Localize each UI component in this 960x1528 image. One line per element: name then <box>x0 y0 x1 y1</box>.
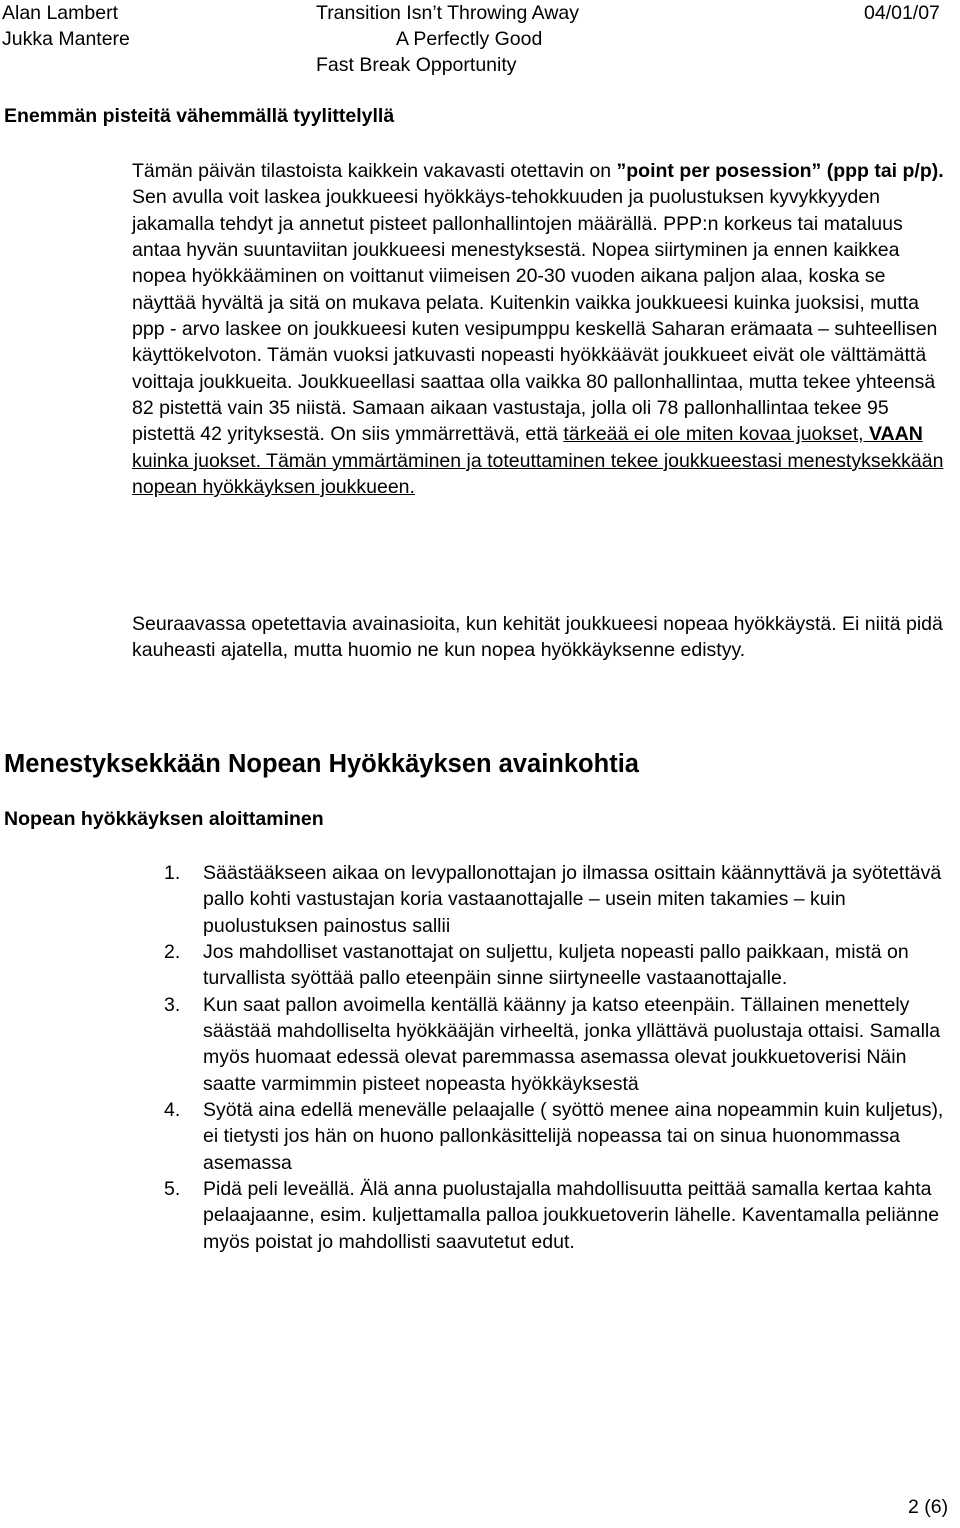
header-authors <box>2 0 130 52</box>
header-date: 04/01/07 <box>864 2 940 24</box>
list-item-text: Syötä aina edellä menevälle pelaajalle ( syöttö menee aina nopeammin kuin kuljetus), ei tietysti jos hän on huono pallonkäsittelijä nopeassa tai on sinua huonommassa asemassa <box>203 1099 944 1174</box>
list-item-text: Säästääkseen aikaa on levypallonottajan jo ilmassa osittain käännyttävä ja syötettävä pallo kohti vastustajan koria vastaanottajalle – usein miten takamies – kuin puolustuksen painostus sallii <box>203 862 942 937</box>
page-header <box>0 0 960 80</box>
header-author-2: Jukka Mantere <box>2 28 130 50</box>
key-points-list <box>164 860 960 1255</box>
paragraph-ppp-underlined-1: tärkeää ei ole miten kovaa juokset, <box>563 423 869 446</box>
header-title-line-3: Fast Break Opportunity <box>316 54 517 76</box>
list-item <box>164 1176 960 1255</box>
list-item <box>164 1097 960 1176</box>
list-item <box>164 939 960 992</box>
header-author-1: Alan Lambert <box>2 2 118 24</box>
paragraph-ppp-lead: Tämän päivän tilastoista kaikkein vakavasti otettavin on <box>132 160 617 182</box>
paragraph-ppp <box>132 158 954 500</box>
list-item-number: 4. <box>164 1099 181 1122</box>
list-item <box>164 992 960 1097</box>
paragraph-ppp-underlined-bold: VAAN <box>869 423 923 446</box>
list-item-number: 1. <box>164 862 181 884</box>
list-item-number: 5. <box>164 1178 181 1201</box>
page-number: 2 (6) <box>908 1496 949 1518</box>
list-item-text: Pidä peli leveällä. Älä anna puolustajalla mahdollisuutta peittää samalla kertaa kahta pelaajaanne, esim. kuljettamalla palloa joukkuetoverin lähelle. Kaventamalla peliänne myös poistat jo mahdollisti saavutetut edut. <box>203 1178 940 1253</box>
list-item-number: 2. <box>164 941 181 964</box>
subheading-starting-fast-break: Nopean hyökkäyksen aloittaminen <box>4 808 324 830</box>
section-heading-more-points: Enemmän pisteitä vähemmällä tyylittelyllä <box>4 105 395 127</box>
header-title-line-2: A Perfectly Good <box>396 28 543 50</box>
list-item-text: Jos mahdolliset vastanottajat on suljettu, kuljeta nopeasti pallo paikkaan, mistä on turvallista syöttää pallo eteenpäin sinne siirtyneelle vastaanottajalle. <box>203 941 909 990</box>
paragraph-ppp-body: Sen avulla voit laskea joukkueesi hyökkäys-tehokkuuden ja puolustuksen kyvykkyyden jakamalla tehdyt ja annetut pisteet pallonhallintojen määrällä. PPP:n korkeus tai mataluus antaa hyvän suuntaviitan joukkueesi menestyksestä. Nopea siirtyminen ja ennen kaikkea nopea hyökkääminen on voittanut viimeisen 20-30 vuoden aikana paljon alaa, koska se näyttää hyvältä ja sitä on mukava pelata. Kuitenkin vaikka joukkueesi kuinka juoksisi, mutta ppp - arvo laskee on joukkueesi kuten vesipumppu keskellä Saharan erämaata – suhteellisen käyttökelvoton. Tämän vuoksi jatkuvasti nopeasti hyökkäävät joukkueet eivät ole välttämättä voittaja joukkueita. Joukkueellasi saattaa olla vaikka 80 pallonhallintaa, mutta tekee yhteensä 82 pistettä vain 35 niistä. Samaan aikaan vastustaja, jolla oli 78 pallonhallintaa tekee 95 pistettä 42 yrityksestä. On siis ymmärrettävä, että <box>132 186 938 446</box>
paragraph-ppp-underlined-2: kuinka juokset. Tämän ymmärtäminen ja toteuttaminen tekee joukkueestasi menestyksekkään nopean hyökkäyksen joukkueen. <box>132 449 944 499</box>
list-item <box>164 860 960 939</box>
list-item-text: Kun saat pallon avoimella kentällä käänny ja katso eteenpäin. Tällainen menettely säästää mahdolliselta hyökkääjän virheeltä, jonka yllättävä puolustaja ottaisi. Samalla myös huomaat edessä olevat paremmassa asemassa olevat joukkuetoverisi Näin saatte varmimmin pisteet nopeasta hyökkäyksestä <box>203 993 941 1095</box>
list-item-number: 3. <box>164 993 181 1016</box>
paragraph-key-points-intro: Seuraavassa opetettavia avainasioita, kun kehität joukkueesi nopeaa hyökkäystä. Ei niitä pidä kauheasti ajatella, mutta huomio ne kun nopea hyökkäyksenne edistyy. <box>132 613 943 662</box>
header-date-col <box>864 0 940 26</box>
header-title <box>316 0 579 78</box>
header-title-line-1: Transition Isn’t Throwing Away <box>316 2 580 24</box>
paragraph-ppp-bold-term: ”point per posession” (ppp tai p/p). <box>616 160 944 182</box>
section-heading-key-points: Menestyksekkään Nopean Hyökkäyksen avainkohtia <box>4 750 639 778</box>
